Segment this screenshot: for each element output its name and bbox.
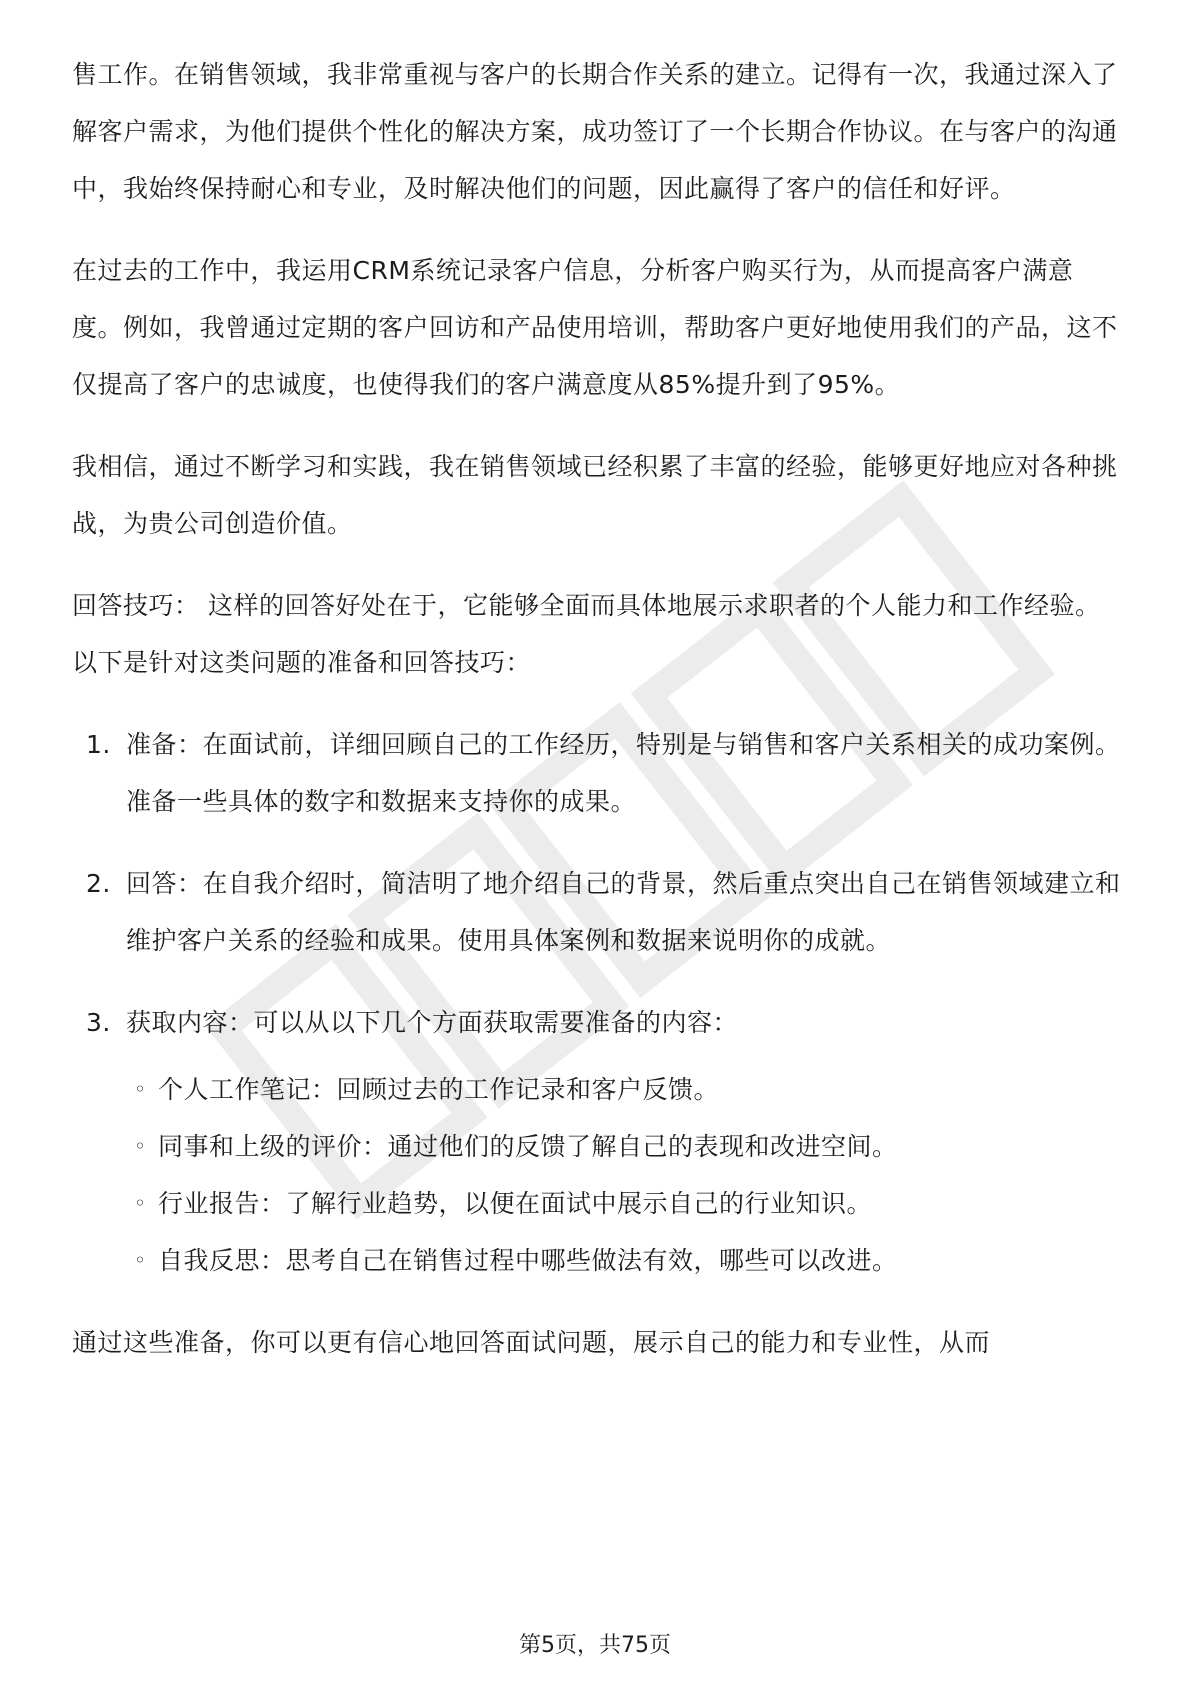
list-number: 3. (86, 1008, 111, 1037)
sub-list (126, 1061, 1122, 1289)
list-item-text: 准备：在面试前，详细回顾自己的工作经历，特别是与销售和客户关系相关的成功案例。准备一些具体的数字和数据来支持你的成果。 (126, 730, 1121, 816)
sub-list-item-text: 行业报告：了解行业趋势，以便在面试中展示自己的行业知识。 (158, 1189, 873, 1218)
answer-tips-paragraph: 回答技巧： 这样的回答好处在于，它能够全面而具体地展示求职者的个人能力和工作经验。以下是针对这类问题的准备和回答技巧： (72, 591, 1101, 677)
list-number: 1. (86, 730, 111, 759)
hollow-bullet-icon: ◦ (134, 1077, 147, 1101)
sub-list-item (126, 1175, 1122, 1232)
list-number: 2. (86, 869, 111, 898)
sub-list-item (126, 1061, 1122, 1118)
sub-list-item-text: 自我反思：思考自己在销售过程中哪些做法有效，哪些可以改进。 (158, 1246, 898, 1275)
page-footer (0, 1628, 1190, 1659)
list-item-prepare (72, 716, 1122, 830)
paragraph-1: 售工作。在销售领域，我非常重视与客户的长期合作关系的建立。记得有一次，我通过深入了解客户需求，为他们提供个性化的解决方案，成功签订了一个长期合作协议。在与客户的沟通中，我始终保持耐心和专业，及时解决他们的问题，因此赢得了客户的信任和好评。 (72, 60, 1118, 203)
page-number: 第5页，共75页 (519, 1633, 671, 1658)
list-item-text: 获取内容：可以从以下几个方面获取需要准备的内容： (126, 1008, 739, 1037)
sub-list-item (126, 1232, 1122, 1289)
list-item-answer (72, 855, 1122, 969)
hollow-bullet-icon: ◦ (134, 1134, 147, 1158)
hollow-bullet-icon: ◦ (134, 1191, 147, 1215)
sub-list-item-text: 个人工作笔记：回顾过去的工作记录和客户反馈。 (158, 1075, 720, 1104)
numbered-list (72, 716, 1122, 1289)
list-item-get-content (72, 994, 1122, 1289)
hollow-bullet-icon: ◦ (134, 1248, 147, 1272)
list-item-text: 回答：在自我介绍时，简洁明了地介绍自己的背景，然后重点突出自己在销售领域建立和维护客户关系的经验和成果。使用具体案例和数据来说明你的成就。 (126, 869, 1121, 955)
paragraph-3: 我相信，通过不断学习和实践，我在销售领域已经积累了丰富的经验，能够更好地应对各种挑战，为贵公司创造价值。 (72, 452, 1118, 538)
closing-paragraph: 通过这些准备，你可以更有信心地回答面试问题，展示自己的能力和专业性，从而 (72, 1328, 991, 1357)
paragraph-2: 在过去的工作中，我运用CRM系统记录客户信息，分析客户购买行为，从而提高客户满意度。例如，我曾通过定期的客户回访和产品使用培训，帮助客户更好地使用我们的产品，这不仅提高了客户的忠诚度，也使得我们的客户满意度从85%提升到了95%。 (72, 256, 1118, 399)
main-content (72, 46, 1122, 1396)
sub-list-item-text: 同事和上级的评价：通过他们的反馈了解自己的表现和改进空间。 (158, 1132, 898, 1161)
sub-list-item (126, 1118, 1122, 1175)
